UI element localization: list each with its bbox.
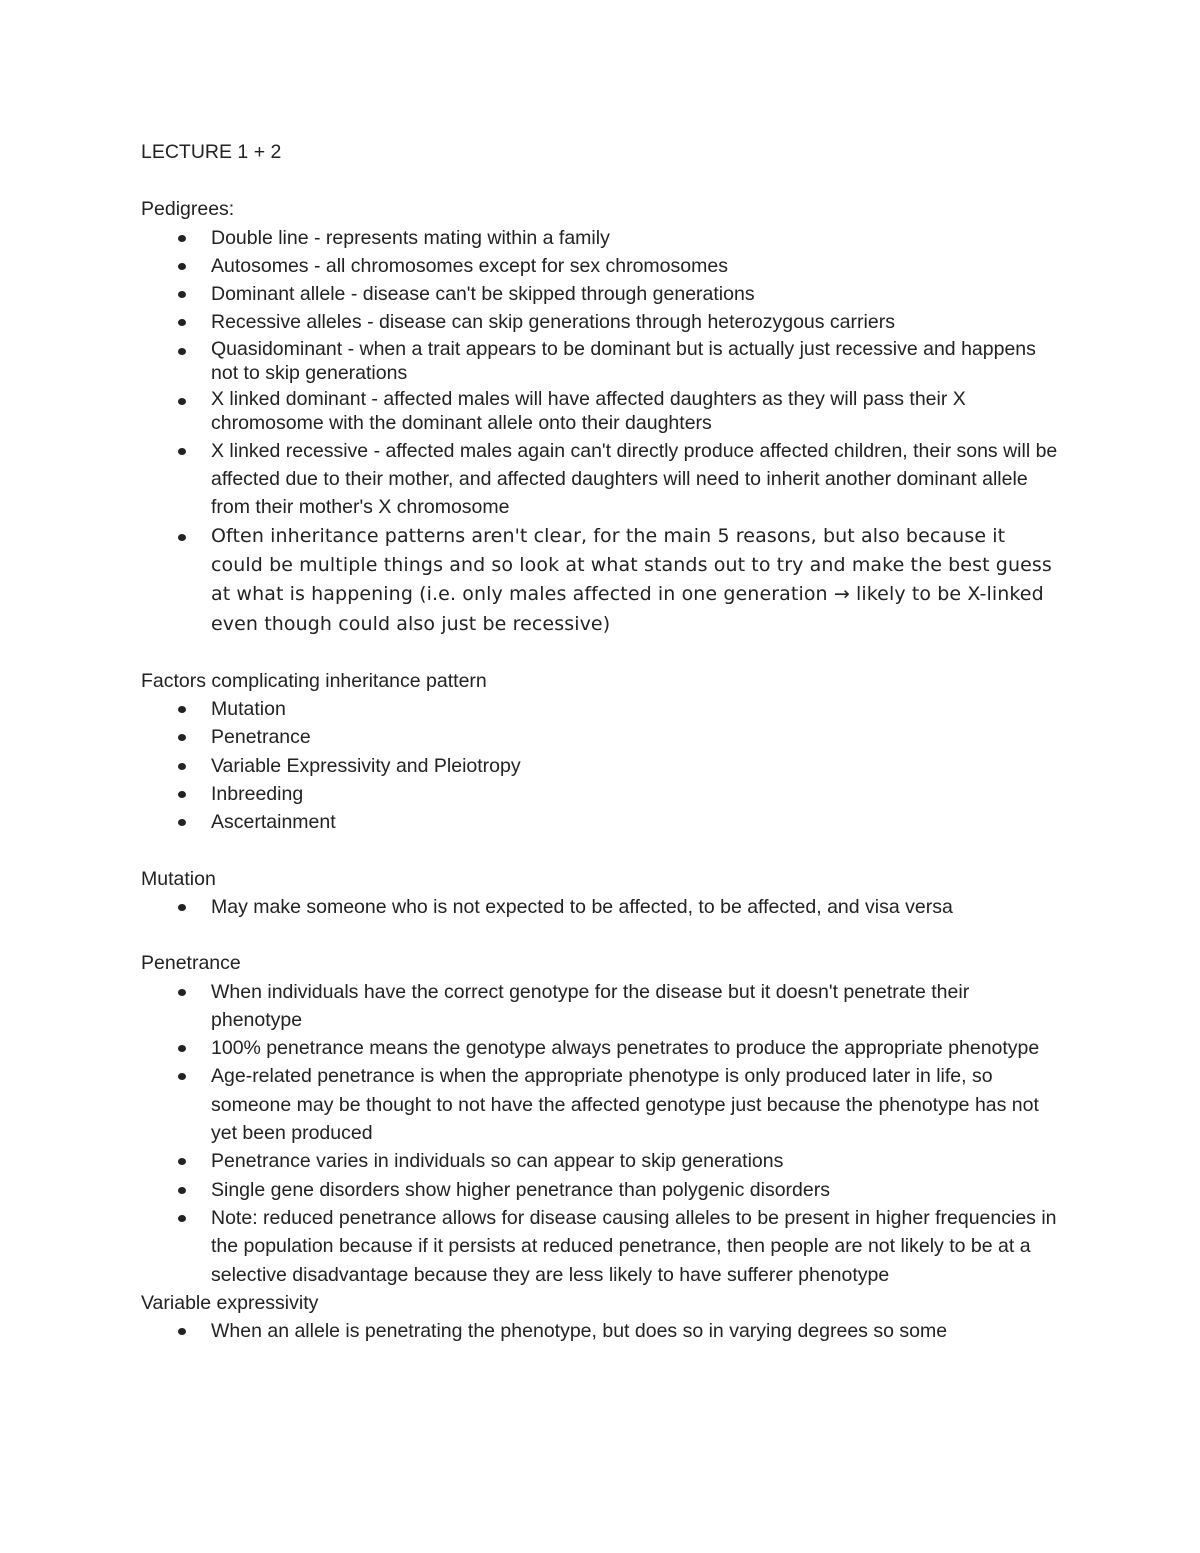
list-item: Quasidominant - when a trait appears to be dominant but is actually just recessive and happens not to skip generations xyxy=(141,337,1061,387)
section-heading: Variable expressivity xyxy=(141,1291,319,1314)
list-item: Single gene disorders show higher penetrance than polygenic disorders xyxy=(141,1176,1061,1204)
bullet-list xyxy=(141,1317,1061,1345)
list-item: Dominant allele - disease can't be skipped through generations xyxy=(141,280,1061,308)
list-item: Ascertainment xyxy=(141,808,1061,836)
section-mutation xyxy=(141,865,1061,922)
document-title: LECTURE 1 + 2 xyxy=(141,141,282,163)
document-page xyxy=(141,138,1061,1345)
section-variable-expressivity xyxy=(141,1289,1061,1346)
list-item: Note: reduced penetrance allows for disease causing alleles to be present in higher frequencies in the population because if it persists at reduced penetrance, then people are not likely to be at a selective disadvantage because they are less likely to have sufferer phenotype xyxy=(141,1204,1061,1289)
list-item: Penetrance xyxy=(141,723,1061,751)
list-item: May make someone who is not expected to be affected, to be affected, and visa versa xyxy=(141,893,1061,921)
section-heading: Factors complicating inheritance pattern xyxy=(141,669,487,692)
list-item: Age-related penetrance is when the appropriate phenotype is only produced later in life, so someone may be thought to not have the affected genotype just because the phenotype has not yet been produced xyxy=(141,1062,1061,1147)
section-heading: Mutation xyxy=(141,867,216,890)
list-item: Penetrance varies in individuals so can appear to skip generations xyxy=(141,1147,1061,1175)
section-heading: Pedigrees: xyxy=(141,198,235,221)
bullet-list xyxy=(141,893,1061,921)
section-factors xyxy=(141,667,1061,837)
section-pedigrees xyxy=(141,195,1061,639)
list-item: Autosomes - all chromosomes except for sex chromosomes xyxy=(141,252,1061,280)
list-item: X linked recessive - affected males again can't directly produce affected children, their sons will be affected due to their mother, and affected daughters will need to inherit another dominant allele from their mother's X chromosome xyxy=(141,437,1061,522)
section-heading: Penetrance xyxy=(141,952,241,975)
list-item: When an allele is penetrating the phenotype, but does so in varying degrees so some xyxy=(141,1317,1061,1345)
bullet-list xyxy=(141,978,1061,1289)
list-item: X linked dominant - affected males will have affected daughters as they will pass their X chromosome with the dominant allele onto their daughters xyxy=(141,387,1061,437)
list-item: Inbreeding xyxy=(141,780,1061,808)
list-item: When individuals have the correct genotype for the disease but it doesn't penetrate their phenotype xyxy=(141,978,1061,1035)
list-item: Recessive alleles - disease can skip generations through heterozygous carriers xyxy=(141,308,1061,336)
list-item: Often inheritance patterns aren't clear, for the main 5 reasons, but also because it could be multiple things and so look at what stands out to try and make the best guess at what is happening (i.e. only males affected in one generation → likely to be X-linked even though could also just be recessive) xyxy=(141,522,1061,639)
list-item: Double line - represents mating within a family xyxy=(141,224,1061,252)
list-item: 100% penetrance means the genotype always penetrates to produce the appropriate phenotype xyxy=(141,1034,1061,1062)
bullet-list xyxy=(141,695,1061,836)
section-penetrance xyxy=(141,949,1061,1289)
bullet-list xyxy=(141,224,1061,639)
list-item: Mutation xyxy=(141,695,1061,723)
list-item: Variable Expressivity and Pleiotropy xyxy=(141,752,1061,780)
